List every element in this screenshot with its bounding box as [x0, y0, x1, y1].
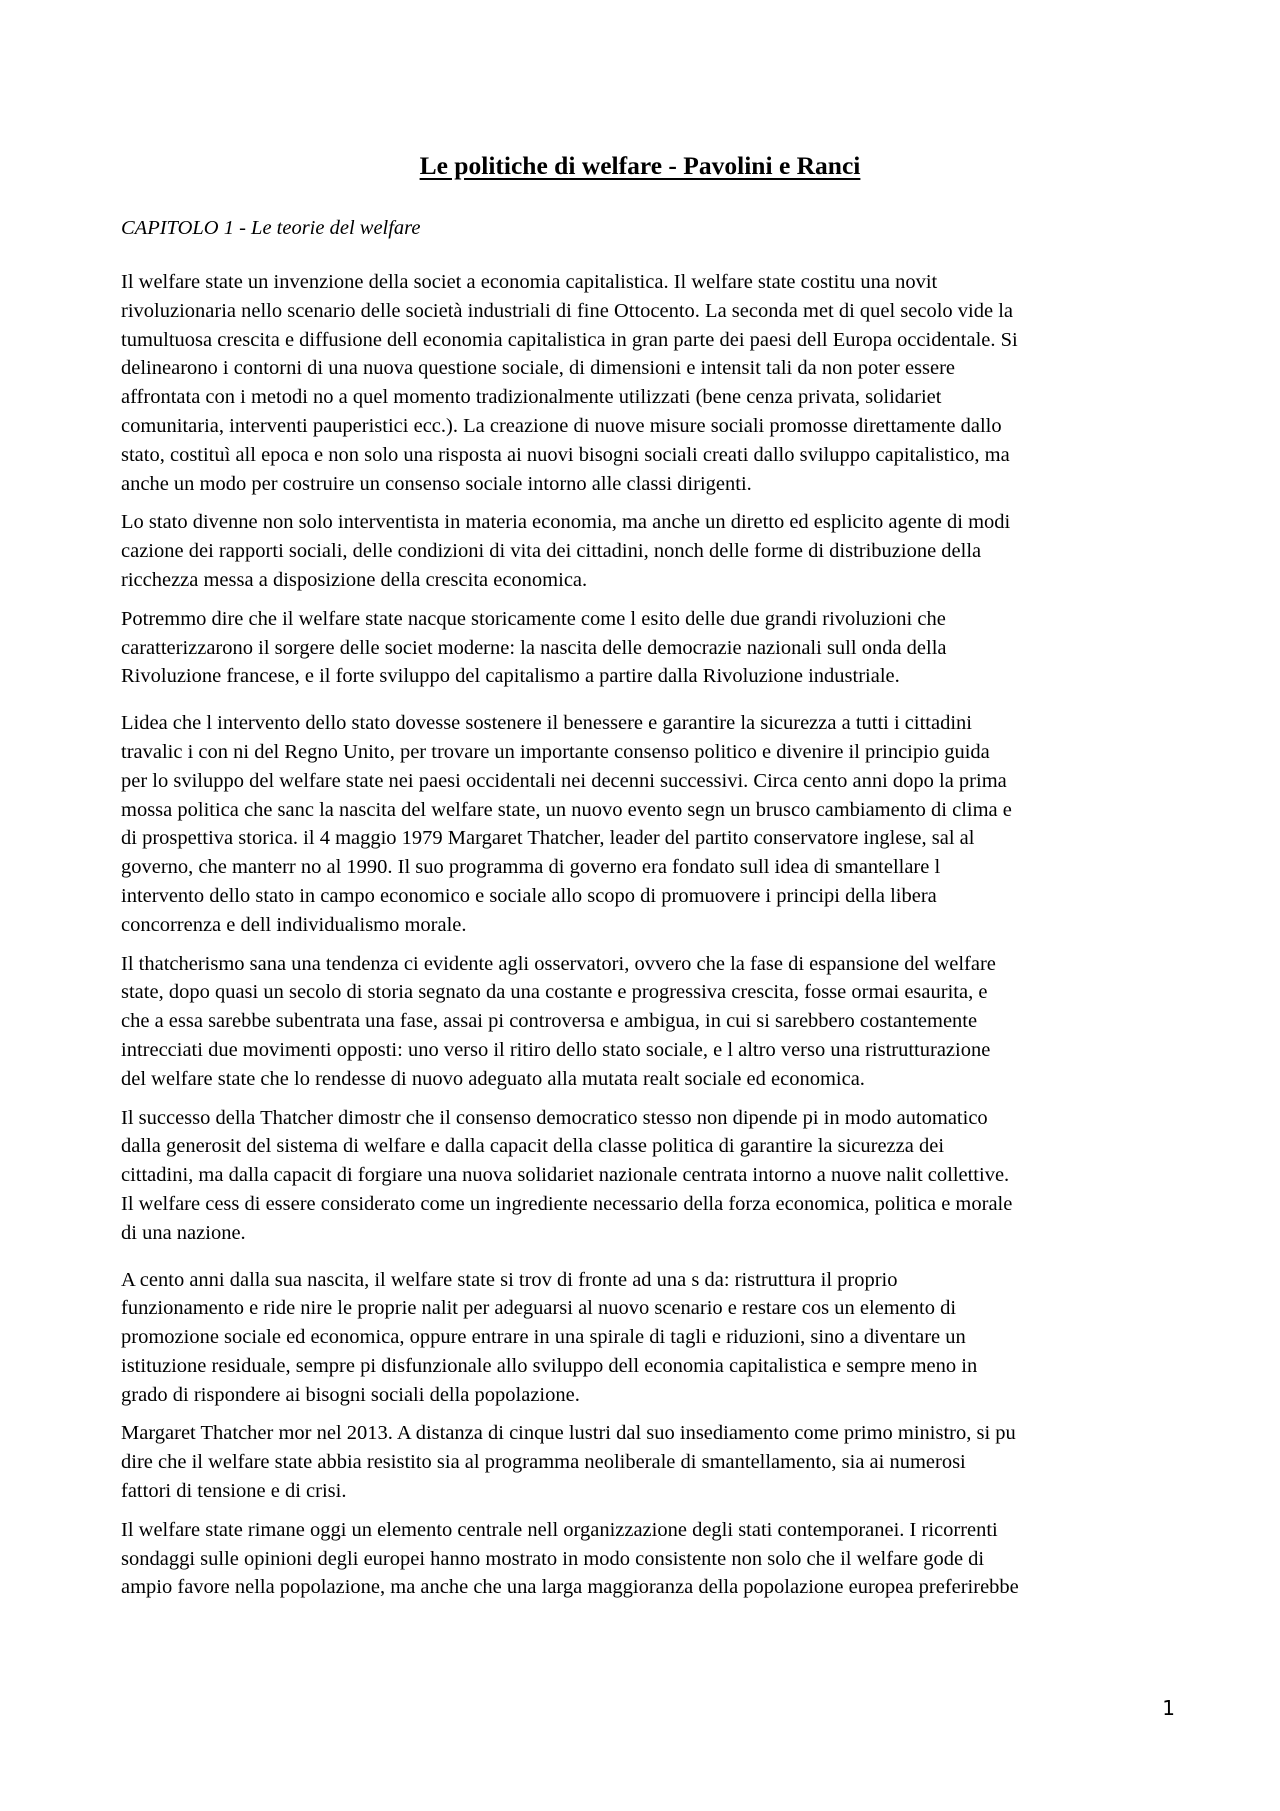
text-line: Il thatcherismo sana una tendenza ci evidente agli osservatori, ovvero che la fase di espansione del welfare	[121, 952, 996, 975]
text-line: concorrenza e dell individualismo morale.	[121, 913, 467, 936]
text-line: tumultuosa crescita e diffusione dell economia capitalistica in gran parte dei paesi dell Europa occidentale. Si	[121, 328, 1018, 351]
text-line: cazione dei rapporti sociali, delle condizioni di vita dei cittadini, nonch delle forme di distribuzione della	[121, 540, 982, 563]
text-line: Il welfare state un invenzione della societ a economia capitalistica. Il welfare state costitu una novit	[121, 271, 938, 293]
paragraph	[121, 709, 1161, 939]
text-line: Margaret Thatcher mor nel 2013. A distanza di cinque lustri dal suo insediamento come primo ministro, si pu	[121, 1422, 1016, 1445]
chapter-heading: CAPITOLO 1 - Le teorie del welfare	[121, 217, 421, 239]
paragraph	[121, 268, 1161, 498]
paragraph	[121, 950, 1161, 1094]
text-line: promozione sociale ed economica, oppure entrare in una spirale di tagli e riduzioni, sino a diventare un	[121, 1326, 966, 1349]
text-line: cittadini, ma dalla capacit di forgiare una nuova solidariet nazionale centrata intorno a nuove nalit collettive.	[121, 1164, 1010, 1187]
document-title: Le politiche di welfare - Pavolini e Ranci	[419, 151, 861, 180]
text-line: grado di rispondere ai bisogni sociali della popolazione.	[121, 1383, 580, 1406]
document-body	[121, 268, 1161, 1602]
page-number: 1	[1162, 1696, 1175, 1720]
paragraph	[121, 1516, 1161, 1602]
paragraph	[121, 1104, 1161, 1248]
text-line: sondaggi sulle opinioni degli europei hanno mostrato in modo consistente non solo che il welfare gode di	[121, 1547, 985, 1570]
text-line: Lo stato divenne non solo interventista in materia economia, ma anche un diretto ed esplicito agente di modi	[121, 511, 1011, 534]
text-line: A cento anni dalla sua nascita, il welfare state si trov di fronte ad una s da: ristruttura il proprio	[121, 1268, 898, 1291]
text-line: Il successo della Thatcher dimostr che il consenso democratico stesso non dipende pi in modo automatico	[121, 1106, 988, 1129]
text-line: che a essa sarebbe subentrata una fase, assai pi controversa e ambigua, in cui si sarebbero costantemente	[121, 1010, 978, 1033]
text-line: caratterizzarono il sorgere delle societ moderne: la nascita delle democrazie nazionali sull onda della	[121, 636, 947, 659]
text-line: intervento dello stato in campo economico e sociale allo scopo di promuovere i principi della libera	[121, 884, 937, 907]
text-line: Il welfare state rimane oggi un elemento centrale nell organizzazione degli stati contemporanei. I ricorrenti	[121, 1518, 998, 1541]
text-line: fattori di tensione e di crisi.	[121, 1480, 347, 1503]
text-line: state, dopo quasi un secolo di storia segnato da una costante e progressiva crescita, fosse ormai esaurita, e	[121, 981, 988, 1004]
text-line: istituzione residuale, sempre pi disfunzionale allo sviluppo dell economia capitalistica e sempre meno in	[121, 1354, 978, 1377]
text-line: Rivoluzione francese, e il forte sviluppo del capitalismo a partire dalla Rivoluzione industriale.	[121, 665, 900, 688]
text-line: stato, costituì all epoca e non solo una risposta ai nuovi bisogni sociali creati dallo sviluppo capitalistico, ma	[121, 443, 1010, 466]
text-line: affrontata con i metodi no a quel momento tradizionalmente utilizzati (bene cenza privata, solidariet	[121, 386, 942, 409]
text-line: del welfare state che lo rendesse di nuovo adeguato alla mutata realt sociale ed economica.	[121, 1067, 865, 1090]
paragraph	[121, 605, 1161, 691]
text-line: delinearono i contorni di una nuova questione sociale, di dimensioni e intensit tali da non poter essere	[121, 357, 956, 380]
text-line: anche un modo per costruire un consenso sociale intorno alle classi dirigenti.	[121, 472, 752, 495]
text-line: travalic i con ni del Regno Unito, per trovare un importante consenso politico e divenire il principio guida	[121, 740, 990, 763]
text-line: mossa politica che sanc la nascita del welfare state, un nuovo evento segn un brusco cambiamento di clima e	[121, 798, 1012, 821]
text-line: per lo sviluppo del welfare state nei paesi occidentali nei decenni successivi. Circa cento anni dopo la prima	[121, 769, 1007, 792]
text-line: di una nazione.	[121, 1221, 246, 1244]
text-line: dalla generosit del sistema di welfare e dalla capacit della classe politica di garantire la sicurezza dei	[121, 1135, 945, 1158]
text-line: Lidea che l intervento dello stato dovesse sostenere il benessere e garantire la sicurezza a tutti i cittadini	[121, 712, 972, 735]
text-line: funzionamento e ride nire le proprie nalit per adeguarsi al nuovo scenario e restare cos un elemento di	[121, 1297, 957, 1320]
text-line: comunitaria, interventi pauperistici ecc.). La creazione di nuove misure sociali promosse direttamente dallo	[121, 414, 1002, 437]
text-line: ricchezza messa a disposizione della crescita economica.	[121, 568, 588, 591]
text-line: governo, che manterr no al 1990. Il suo programma di governo era fondato sull idea di smantellare l	[121, 856, 941, 879]
text-line: ampio favore nella popolazione, ma anche che una larga maggioranza della popolazione europea preferirebbe	[121, 1576, 1019, 1599]
text-line: rivoluzionaria nello scenario delle società industriali di fine Ottocento. La seconda met di quel secolo vide la	[121, 299, 1014, 322]
text-line: Il welfare cess di essere considerato come un ingrediente necessario della forza economica, politica e morale	[121, 1192, 1013, 1215]
text-line: dire che il welfare state abbia resistito sia al programma neoliberale di smantellamento, sia ai numerosi	[121, 1451, 966, 1474]
text-line: intrecciati due movimenti opposti: uno verso il ritiro dello stato sociale, e l altro verso una ristrutturazione	[121, 1038, 991, 1061]
text-line: Potremmo dire che il welfare state nacque storicamente come l esito delle due grandi rivoluzioni che	[121, 607, 946, 630]
paragraph	[121, 508, 1161, 594]
paragraph	[121, 1419, 1161, 1505]
text-line: di prospettiva storica. il 4 maggio 1979 Margaret Thatcher, leader del partito conservatore inglese, sal al	[121, 827, 975, 850]
paragraph	[121, 1266, 1161, 1410]
